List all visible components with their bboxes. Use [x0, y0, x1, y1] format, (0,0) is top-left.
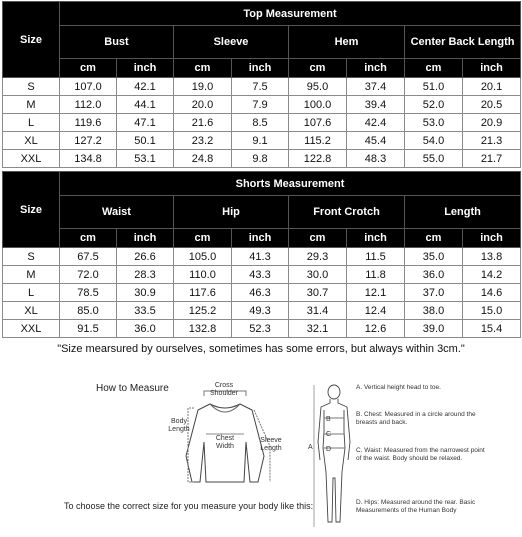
- table-cell: 20.5: [463, 96, 521, 114]
- size-cell: XL: [3, 132, 60, 150]
- body-length-label: Body Length: [168, 418, 190, 433]
- table-cell: 32.1: [289, 320, 347, 338]
- table-cell: 12.6: [347, 320, 405, 338]
- table-cell: 53.0: [405, 114, 463, 132]
- size-cell: XXL: [3, 150, 60, 168]
- table-cell: 67.5: [60, 248, 117, 266]
- table-cell: 14.6: [463, 284, 521, 302]
- unit-header: inch: [347, 229, 405, 248]
- table-cell: 117.6: [174, 284, 232, 302]
- table-cell: 31.4: [289, 302, 347, 320]
- table-cell: 95.0: [289, 78, 347, 96]
- table-cell: 110.0: [174, 266, 232, 284]
- shorts-measurement-table: [2, 171, 521, 338]
- unit-header: cm: [60, 59, 117, 78]
- legend-a: A. Vertical height head to toe.: [356, 384, 441, 391]
- table-cell: 107.6: [289, 114, 347, 132]
- size-cell: S: [3, 248, 60, 266]
- table-cell: 15.0: [463, 302, 521, 320]
- sleeve-length-label: Sleeve Length: [260, 437, 282, 452]
- table-cell: 30.9: [117, 284, 174, 302]
- marker-c: C: [326, 431, 332, 438]
- group-header-length: Length: [405, 196, 521, 229]
- table-cell: 78.5: [60, 284, 117, 302]
- table-cell: 72.0: [60, 266, 117, 284]
- how-to-measure-title: How to Measure: [96, 383, 169, 394]
- table-cell: 29.3: [289, 248, 347, 266]
- table-cell: 39.4: [347, 96, 405, 114]
- group-header-center-back-length: Center Back Length: [405, 26, 521, 59]
- table-cell: 9.1: [232, 132, 289, 150]
- table-cell: 43.3: [232, 266, 289, 284]
- table-cell: 127.2: [60, 132, 117, 150]
- table-cell: 54.0: [405, 132, 463, 150]
- table-cell: 21.3: [463, 132, 521, 150]
- table-cell: 37.0: [405, 284, 463, 302]
- size-header: Size: [3, 2, 60, 78]
- table-cell: 35.0: [405, 248, 463, 266]
- table-cell: 105.0: [174, 248, 232, 266]
- table-row: [3, 78, 521, 96]
- size-cell: XL: [3, 302, 60, 320]
- table-cell: 53.1: [117, 150, 174, 168]
- table-cell: 122.8: [289, 150, 347, 168]
- table-cell: 30.0: [289, 266, 347, 284]
- table-cell: 42.1: [117, 78, 174, 96]
- cross-shoulder-label: Cross Shoulder: [209, 382, 239, 397]
- unit-header: inch: [232, 59, 289, 78]
- table-cell: 41.3: [232, 248, 289, 266]
- table-cell: 132.8: [174, 320, 232, 338]
- table-cell: 125.2: [174, 302, 232, 320]
- table-row: [3, 150, 521, 168]
- table-cell: 112.0: [60, 96, 117, 114]
- table-cell: 134.8: [60, 150, 117, 168]
- table-cell: 20.9: [463, 114, 521, 132]
- table-cell: 45.4: [347, 132, 405, 150]
- table-cell: 42.4: [347, 114, 405, 132]
- table-cell: 12.1: [347, 284, 405, 302]
- table-cell: 8.5: [232, 114, 289, 132]
- table-row: [3, 284, 521, 302]
- table-cell: 48.3: [347, 150, 405, 168]
- unit-header: inch: [232, 229, 289, 248]
- size-cell: L: [3, 284, 60, 302]
- unit-header: cm: [289, 59, 347, 78]
- table-row: [3, 302, 521, 320]
- marker-a: A: [308, 444, 313, 451]
- table-cell: 11.8: [347, 266, 405, 284]
- unit-header: cm: [405, 59, 463, 78]
- table-cell: 46.3: [232, 284, 289, 302]
- table-cell: 21.6: [174, 114, 232, 132]
- legend-b: B. Chest: Measured in a circle around the breasts and back.: [356, 411, 476, 426]
- table-cell: 85.0: [60, 302, 117, 320]
- table-cell: 52.3: [232, 320, 289, 338]
- table-cell: 51.0: [405, 78, 463, 96]
- table-cell: 20.0: [174, 96, 232, 114]
- table-row: [3, 96, 521, 114]
- table-cell: 47.1: [117, 114, 174, 132]
- group-header-hip: Hip: [174, 196, 289, 229]
- table-cell: 9.8: [232, 150, 289, 168]
- size-cell: M: [3, 266, 60, 284]
- unit-header: cm: [289, 229, 347, 248]
- size-header: Size: [3, 172, 60, 248]
- group-header-bust: Bust: [60, 26, 174, 59]
- table-cell: 7.5: [232, 78, 289, 96]
- unit-header: cm: [405, 229, 463, 248]
- body-diagram: [306, 382, 356, 532]
- unit-header: inch: [463, 59, 521, 78]
- legend-d: D. Hips: Measured around the rear. Basic Measurements of the Human Body: [356, 499, 476, 514]
- unit-header: inch: [347, 59, 405, 78]
- group-header-sleeve: Sleeve: [174, 26, 289, 59]
- table-cell: 39.0: [405, 320, 463, 338]
- chest-width-label: Chest Width: [215, 435, 235, 450]
- size-cell: M: [3, 96, 60, 114]
- table-row: [3, 248, 521, 266]
- table-cell: 55.0: [405, 150, 463, 168]
- table-cell: 21.7: [463, 150, 521, 168]
- table-cell: 7.9: [232, 96, 289, 114]
- unit-header: inch: [117, 229, 174, 248]
- table-cell: 30.7: [289, 284, 347, 302]
- table-cell: 26.6: [117, 248, 174, 266]
- table-cell: 38.0: [405, 302, 463, 320]
- table-cell: 36.0: [405, 266, 463, 284]
- table-cell: 13.8: [463, 248, 521, 266]
- unit-header: cm: [174, 59, 232, 78]
- table-cell: 49.3: [232, 302, 289, 320]
- table-cell: 23.2: [174, 132, 232, 150]
- group-header-waist: Waist: [60, 196, 174, 229]
- choose-size-text: To choose the correct size for you measure your body like this:: [64, 501, 314, 511]
- table-cell: 115.2: [289, 132, 347, 150]
- table-cell: 14.2: [463, 266, 521, 284]
- marker-d: D: [326, 446, 332, 453]
- table-cell: 15.4: [463, 320, 521, 338]
- table-row: [3, 132, 521, 150]
- table-row: [3, 266, 521, 284]
- size-cell: XXL: [3, 320, 60, 338]
- unit-header: inch: [117, 59, 174, 78]
- unit-header: cm: [174, 229, 232, 248]
- table-title: Top Measurement: [60, 2, 521, 26]
- table-cell: 28.3: [117, 266, 174, 284]
- table-cell: 24.8: [174, 150, 232, 168]
- table-cell: 37.4: [347, 78, 405, 96]
- table-cell: 20.1: [463, 78, 521, 96]
- top-measurement-table: [2, 1, 521, 168]
- table-cell: 100.0: [289, 96, 347, 114]
- group-header-front-crotch: Front Crotch: [289, 196, 405, 229]
- table-row: [3, 114, 521, 132]
- table-cell: 44.1: [117, 96, 174, 114]
- marker-b: B: [326, 416, 331, 423]
- size-note: "Size mearsured by ourselves, sometimes has some errors, but always within 3cm.": [57, 343, 465, 355]
- unit-header: cm: [60, 229, 117, 248]
- legend-c: C. Waist: Measured from the narrowest point of the waist. Body should be relaxed.: [356, 447, 485, 462]
- size-cell: S: [3, 78, 60, 96]
- table-row: [3, 320, 521, 338]
- table-cell: 12.4: [347, 302, 405, 320]
- size-cell: L: [3, 114, 60, 132]
- table-cell: 36.0: [117, 320, 174, 338]
- table-cell: 33.5: [117, 302, 174, 320]
- table-cell: 119.6: [60, 114, 117, 132]
- table-cell: 91.5: [60, 320, 117, 338]
- group-header-hem: Hem: [289, 26, 405, 59]
- table-cell: 52.0: [405, 96, 463, 114]
- table-cell: 107.0: [60, 78, 117, 96]
- table-cell: 11.5: [347, 248, 405, 266]
- table-cell: 50.1: [117, 132, 174, 150]
- unit-header: inch: [463, 229, 521, 248]
- table-title: Shorts Measurement: [60, 172, 521, 196]
- table-cell: 19.0: [174, 78, 232, 96]
